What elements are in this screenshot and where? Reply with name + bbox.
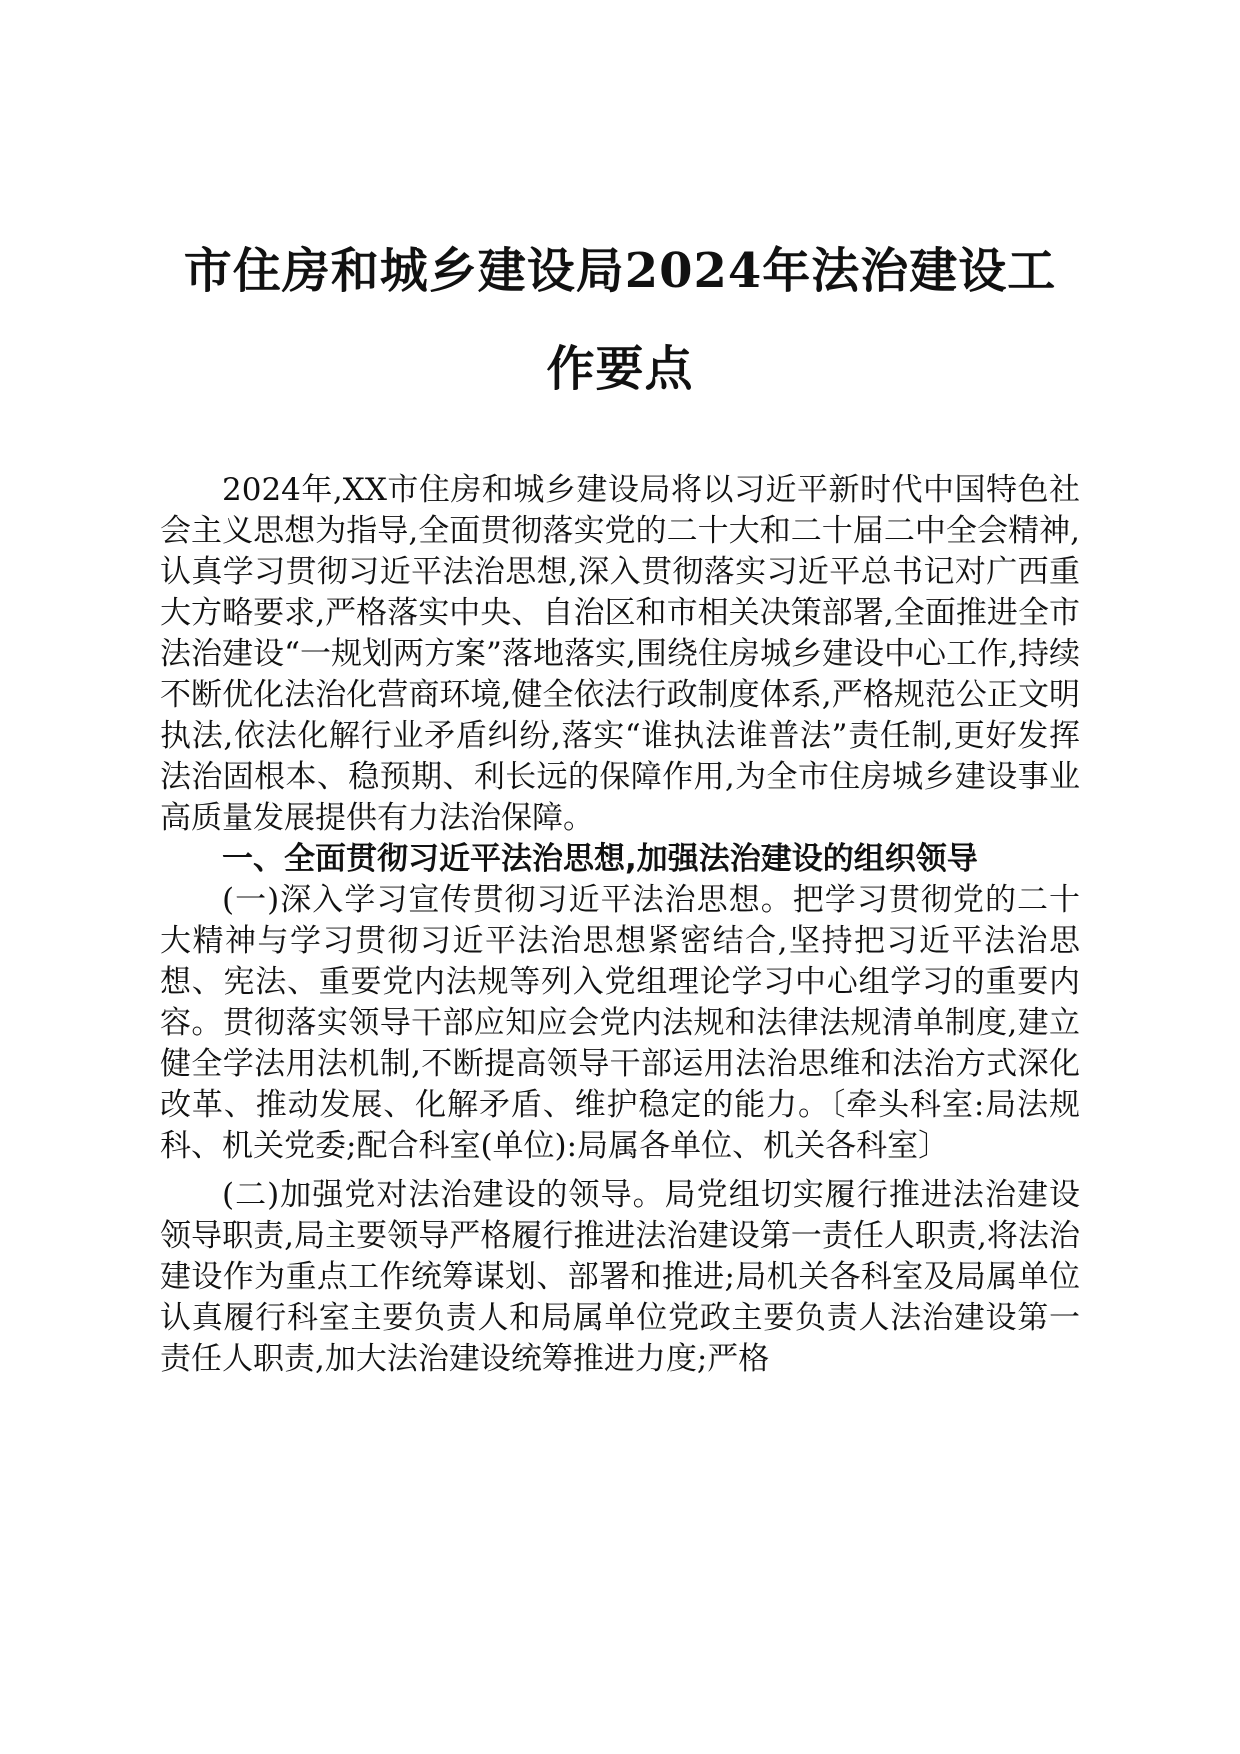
document-title: 市住房和城乡建设局2024年法治建设工作要点 xyxy=(183,243,1057,397)
intro-paragraph: 2024年,XX市住房和城乡建设局将以习近平新时代中国特色社会主义思想为指导,全面贯彻落实党的二十大和二十届二中全会精神,认真学习贯彻习近平法治思想,深入贯彻落实习近平总书记对广西重大方略要求,严格落实中央、自治区和市相关决策部署,全面推进全市法治建设“一规划两方案”落地落实,围绕住房城乡建设中心工作,持续不断优化法治化营商环境,健全依法行政制度体系,严格规范公正文明执法,依法化解行业矛盾纠纷,落实“谁执法谁普法”责任制,更好发挥法治固根本、稳预期、利长远的保障作用,为全市住房城乡建设事业高质量发展提供有力法治保障。 xyxy=(160,472,1080,836)
section-item-paragraph: (一)深入学习宣传贯彻习近平法治思想。把学习贯彻党的二十大精神与学习贯彻习近平法治思想紧密结合,坚持把习近平法治思想、宪法、重要党内法规等列入党组理论学习中心组学习的重要内容。贯彻落实领导干部应知应会党内法规和法律法规清单制度,建立健全学法用法机制,不断提高领导干部运用法治思维和法治方式深化改革、推动发展、化解矛盾、维护稳定的能力。〔牵头科室:局法规科、机关党委;配合科室(单位):局属各单位、机关各科室〕 xyxy=(160,882,1080,1164)
section-item-paragraph: (二)加强党对法治建设的领导。局党组切实履行推进法治建设领导职责,局主要领导严格履行推进法治建设第一责任人职责,将法治建设作为重点工作统筹谋划、部署和推进;局机关各科室及局属单位认真履行科室主要负责人和局属单位党政主要负责人法治建设第一责任人职责,加大法治建设统筹推进力度;严格 xyxy=(160,1177,1080,1377)
document-body xyxy=(160,470,1080,1380)
section-heading: 一、全面贯彻习近平法治思想,加强法治建设的组织领导 xyxy=(222,841,978,877)
